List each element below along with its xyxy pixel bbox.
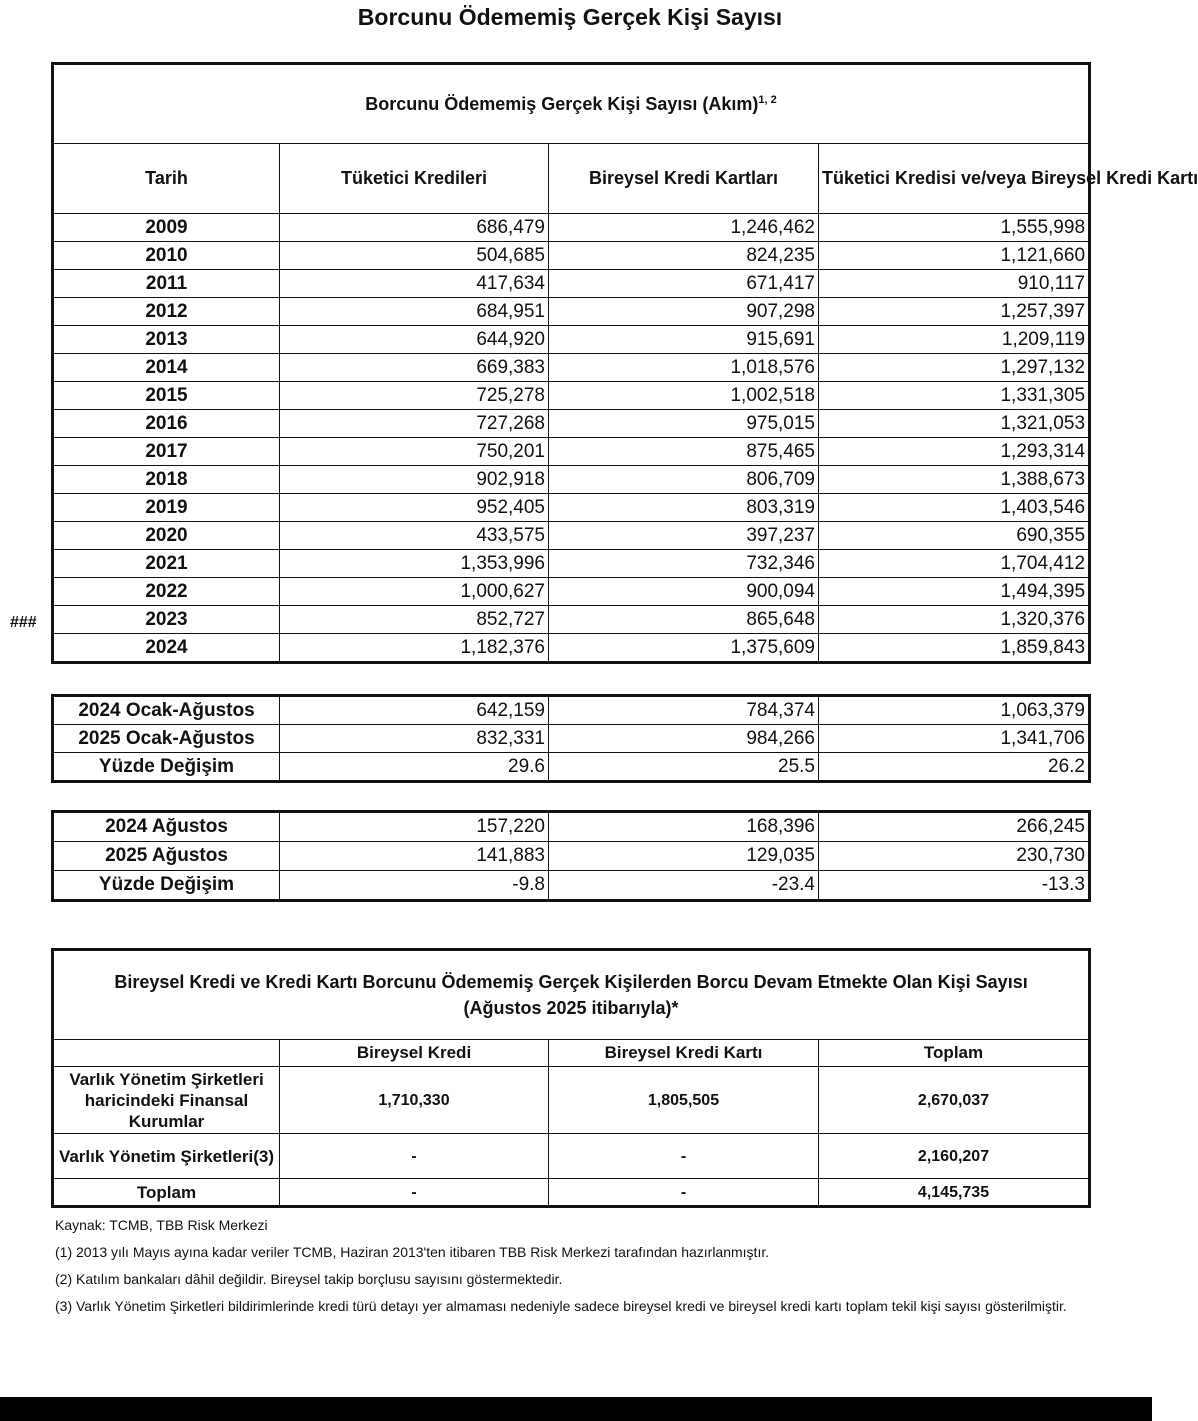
value-cell: 1,209,119	[819, 326, 1090, 354]
source-note: Kaynak: TCMB, TBB Risk Merkezi	[55, 1217, 268, 1233]
value-cell: 1,293,314	[819, 438, 1090, 466]
bottom-cell: -	[280, 1134, 549, 1179]
footnotes	[55, 1212, 1095, 1320]
header-tuketici-veya-kart: Tüketici Kredisi ve/veya Bireysel Kredi Kartı	[819, 144, 1090, 214]
bottom-table-caption	[53, 950, 1090, 1040]
table-row	[53, 298, 1090, 326]
value-cell: 686,479	[280, 214, 549, 242]
value-cell: 1,859,843	[819, 634, 1090, 663]
value-cell: 129,035	[549, 842, 819, 871]
bottom-cell: 1,805,505	[549, 1067, 819, 1134]
bottom-cell: 4,145,735	[819, 1179, 1090, 1207]
table-row	[53, 382, 1090, 410]
margin-mark: ###	[10, 614, 37, 631]
value-cell: 157,220	[280, 812, 549, 842]
table-row	[53, 842, 1090, 871]
value-cell: 1,555,998	[819, 214, 1090, 242]
value-cell: 1,257,397	[819, 298, 1090, 326]
ocak-agustos-table	[51, 694, 1091, 783]
value-cell: 832,331	[280, 725, 549, 753]
table-row	[53, 550, 1090, 578]
value-cell: 784,374	[549, 696, 819, 725]
value-cell: 1,704,412	[819, 550, 1090, 578]
row-label: 2012	[53, 298, 280, 326]
main-table	[51, 62, 1198, 664]
bottom-row-label-toplam: Toplam	[53, 1179, 280, 1207]
value-cell: 168,396	[549, 812, 819, 842]
table-row	[53, 812, 1090, 842]
value-cell: 1,494,395	[819, 578, 1090, 606]
value-cell: 750,201	[280, 438, 549, 466]
bottom-cell: -	[549, 1134, 819, 1179]
row-label: 2021	[53, 550, 280, 578]
value-cell: 1,341,706	[819, 725, 1090, 753]
table-row	[53, 494, 1090, 522]
devam-eden-borc-table	[51, 948, 1091, 1208]
value-cell: 1,375,609	[549, 634, 819, 663]
table-row	[53, 410, 1090, 438]
value-cell: 25.5	[549, 753, 819, 782]
value-cell: 727,268	[280, 410, 549, 438]
bottom-cell: -	[549, 1179, 819, 1207]
value-cell: 397,237	[549, 522, 819, 550]
bottom-header-toplam: Toplam	[819, 1040, 1090, 1067]
value-cell: 732,346	[549, 550, 819, 578]
value-cell: 684,951	[280, 298, 549, 326]
value-cell: 1,353,996	[280, 550, 549, 578]
value-cell: 671,417	[549, 270, 819, 298]
header-tarih: Tarih	[53, 144, 280, 214]
value-cell: 266,245	[819, 812, 1090, 842]
value-cell: 1,121,660	[819, 242, 1090, 270]
value-cell: 433,575	[280, 522, 549, 550]
table-row	[53, 725, 1090, 753]
row-label: 2024 Ocak-Ağustos	[53, 696, 280, 725]
table-row	[53, 578, 1090, 606]
bottom-header-empty	[53, 1040, 280, 1067]
row-label: 2013	[53, 326, 280, 354]
table-row	[53, 634, 1090, 663]
value-cell: 642,159	[280, 696, 549, 725]
table-row	[53, 438, 1090, 466]
value-cell: -23.4	[549, 871, 819, 901]
page-title: Borcunu Ödememiş Gerçek Kişi Sayısı	[357, 4, 783, 30]
row-label: 2017	[53, 438, 280, 466]
value-cell: 907,298	[549, 298, 819, 326]
row-label: 2025 Ocak-Ağustos	[53, 725, 280, 753]
table-row	[53, 326, 1090, 354]
row-label: 2015	[53, 382, 280, 410]
row-label: 2010	[53, 242, 280, 270]
row-label: 2016	[53, 410, 280, 438]
bottom-black-bar	[0, 1397, 1152, 1421]
value-cell: 504,685	[280, 242, 549, 270]
value-cell: 852,727	[280, 606, 549, 634]
value-cell: 915,691	[549, 326, 819, 354]
main-table-caption-text: Borcunu Ödememiş Gerçek Kişi Sayısı (Akım)	[365, 93, 759, 114]
table-row	[53, 522, 1090, 550]
table-row	[53, 466, 1090, 494]
bottom-row-label-vys: Varlık Yönetim Şirketleri(3)	[53, 1134, 280, 1179]
bottom-row-label-finansal: Varlık Yönetim Şirketleri haricindeki Finansal Kurumlar	[53, 1067, 280, 1134]
value-cell: 952,405	[280, 494, 549, 522]
bottom-cell: 1,710,330	[280, 1067, 549, 1134]
value-cell: 984,266	[549, 725, 819, 753]
value-cell: 1,002,518	[549, 382, 819, 410]
row-label: 2025 Ağustos	[53, 842, 280, 871]
row-label: Yüzde Değişim	[53, 753, 280, 782]
bottom-cell: 2,670,037	[819, 1067, 1090, 1134]
row-label: 2023	[53, 606, 280, 634]
value-cell: 1,331,305	[819, 382, 1090, 410]
value-cell: 29.6	[280, 753, 549, 782]
bottom-header-bireysel-kredi-karti: Bireysel Kredi Kartı	[549, 1040, 819, 1067]
table-row	[53, 606, 1090, 634]
value-cell: 1,000,627	[280, 578, 549, 606]
bottom-cell: -	[280, 1179, 549, 1207]
row-label: 2014	[53, 354, 280, 382]
main-table-body	[53, 214, 1090, 663]
value-cell: 900,094	[549, 578, 819, 606]
table-row	[53, 354, 1090, 382]
row-label: 2019	[53, 494, 280, 522]
footnote-3: (3) Varlık Yönetim Şirketleri bildirimlerinde kredi türü detayı yer almaması nedeniyle sadece bireysel kredi ve bireysel kredi kartı toplam tekil kişi sayısı gösterilmiştir.	[55, 1298, 1067, 1314]
row-label: 2011	[53, 270, 280, 298]
value-cell: 26.2	[819, 753, 1090, 782]
value-cell: -13.3	[819, 871, 1090, 901]
value-cell: 1,182,376	[280, 634, 549, 663]
value-cell: 910,117	[819, 270, 1090, 298]
value-cell: -9.8	[280, 871, 549, 901]
value-cell: 803,319	[549, 494, 819, 522]
value-cell: 644,920	[280, 326, 549, 354]
table-row	[53, 270, 1090, 298]
value-cell: 1,388,673	[819, 466, 1090, 494]
bottom-table-caption-line2: (Ağustos 2025 itibarıyla)*	[463, 998, 679, 1018]
value-cell: 1,320,376	[819, 606, 1090, 634]
row-label: 2022	[53, 578, 280, 606]
value-cell: 725,278	[280, 382, 549, 410]
agustos-table	[51, 810, 1091, 902]
value-cell: 1,018,576	[549, 354, 819, 382]
value-cell: 824,235	[549, 242, 819, 270]
value-cell: 230,730	[819, 842, 1090, 871]
row-label: Yüzde Değişim	[53, 871, 280, 901]
table-row	[53, 242, 1090, 270]
header-tuketici-kredileri: Tüketici Kredileri	[280, 144, 549, 214]
table-row	[53, 214, 1090, 242]
row-label: 2020	[53, 522, 280, 550]
value-cell: 417,634	[280, 270, 549, 298]
footnote-1: (1) 2013 yılı Mayıs ayına kadar veriler TCMB, Haziran 2013'ten itibaren TBB Risk Merkezi tarafından hazırlanmıştır.	[55, 1244, 770, 1260]
header-bireysel-kredi-kartlari: Bireysel Kredi Kartları	[549, 144, 819, 214]
footnote-2: (2) Katılım bankaları dâhil değildir. Bireysel takip borçlusu sayısını göstermektedir.	[55, 1271, 563, 1287]
row-label: 2024	[53, 634, 280, 663]
main-table-caption	[53, 64, 1090, 144]
value-cell: 1,403,546	[819, 494, 1090, 522]
value-cell: 141,883	[280, 842, 549, 871]
value-cell: 1,297,132	[819, 354, 1090, 382]
value-cell: 806,709	[549, 466, 819, 494]
value-cell: 1,246,462	[549, 214, 819, 242]
value-cell: 875,465	[549, 438, 819, 466]
bottom-cell: 2,160,207	[819, 1134, 1090, 1179]
value-cell: 1,063,379	[819, 696, 1090, 725]
value-cell: 690,355	[819, 522, 1090, 550]
row-label: 2009	[53, 214, 280, 242]
table-row	[53, 696, 1090, 725]
bottom-header-bireysel-kredi: Bireysel Kredi	[280, 1040, 549, 1067]
value-cell: 902,918	[280, 466, 549, 494]
main-table-caption-footnote-ref: 1, 2	[758, 93, 777, 106]
value-cell: 669,383	[280, 354, 549, 382]
value-cell: 1,321,053	[819, 410, 1090, 438]
table-row	[53, 753, 1090, 782]
bottom-table-caption-line1: Bireysel Kredi ve Kredi Kartı Borcunu Ödememiş Gerçek Kişilerden Borcu Devam Etmekte Olan Kişi Sayısı	[114, 972, 1028, 992]
value-cell: 865,648	[549, 606, 819, 634]
row-label: 2024 Ağustos	[53, 812, 280, 842]
table-row	[53, 871, 1090, 901]
value-cell: 975,015	[549, 410, 819, 438]
row-label: 2018	[53, 466, 280, 494]
